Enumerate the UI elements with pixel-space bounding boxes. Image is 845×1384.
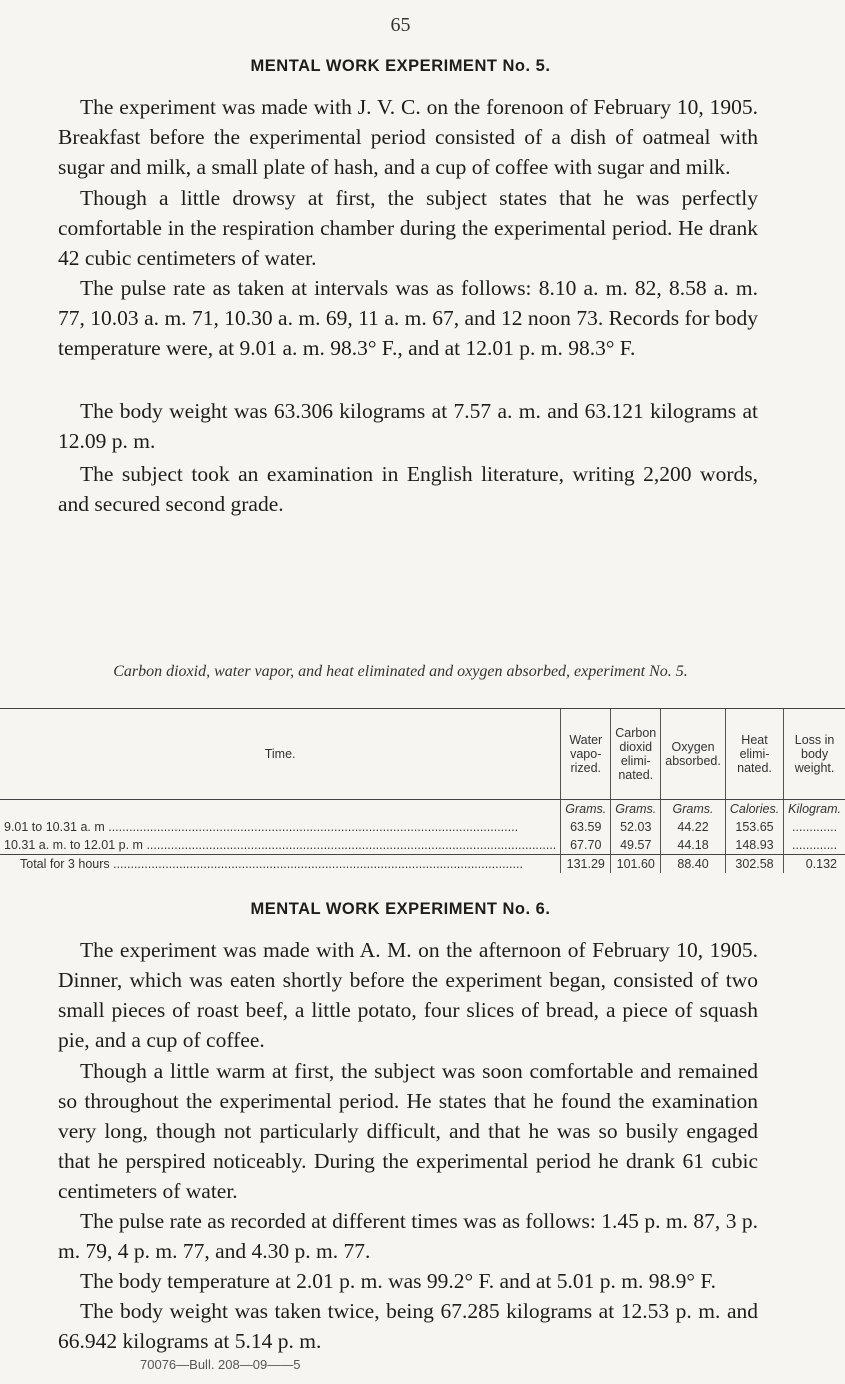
row-time: 9.01 to 10.31 a. m ..... xyxy=(0,818,561,836)
table-units-row xyxy=(0,800,845,819)
total-heat: 302.58 xyxy=(725,855,783,874)
total-oxygen: 88.40 xyxy=(661,855,726,874)
unit-heat: Calories. xyxy=(725,800,783,819)
table-caption: Carbon dioxid, water vapor, and heat eliminated and oxygen absorbed, experiment No. 5. xyxy=(113,663,688,680)
exp5-paragraph-4: The body weight was 63.306 kilograms at 7.57 a. m. and 63.121 kilograms at 12.09 p. m. xyxy=(58,399,758,453)
exp5-paragraph-2: Though a little drowsy at first, the subject states that he was perfectly comfortable in the respiration chamber during the experimental period. He drank 42 cubic centimeters of water. xyxy=(58,186,758,270)
exp5-paragraph-5: The subject took an examination in English literature, writing 2,200 words, and secured second grade. xyxy=(58,462,758,516)
total-water: 131.29 xyxy=(561,855,611,874)
experiment-6-heading: MENTAL WORK EXPERIMENT No. 6. xyxy=(250,900,551,918)
row-loss: ............. xyxy=(784,818,845,836)
exp6-paragraph-2: Though a little warm at first, the subject was soon comfortable and remained so throughout the experimental period. He states that he found the examination very long, though not particularly difficult, and that he was so busily engaged that he perspired noticeably. During the experimental period he drank 61 cubic centimeters of water. xyxy=(58,1059,758,1203)
total-co2: 101.60 xyxy=(611,855,661,874)
exp6-paragraph-3: The pulse rate as recorded at different times was as follows: 1.45 p. m. 87, 3 p. m. 79, 4 p. m. 77, and 4.30 p. m. 77. xyxy=(58,1209,758,1263)
header-loss-body-weight: Loss in body weight. xyxy=(784,709,845,800)
total-label: Total for 3 hours ..... xyxy=(0,855,561,874)
exp6-paragraph-5: The body weight was taken twice, being 67.285 kilograms at 12.53 p. m. and 66.942 kilograms at 5.14 p. m. xyxy=(58,1299,758,1353)
header-water-vapor: Water vapo-rized. xyxy=(561,709,611,800)
unit-oxygen: Grams. xyxy=(661,800,726,819)
exp5-paragraph-3: The pulse rate as taken at intervals was as follows: 8.10 a. m. 82, 8.58 a. m. 77, 10.03 a. m. 71, 10.30 a. m. 69, 11 a. m. 67, and 12 noon 73. Records for body temperature were, at 9.01 a. m. 98.3° F., and at 12.01 p. m. 98.3° F. xyxy=(58,276,758,360)
footer-signature: 70076—Bull. 208—09——5 xyxy=(140,1357,301,1372)
unit-co2: Grams. xyxy=(611,800,661,819)
table-row xyxy=(0,836,845,855)
row-water: 63.59 xyxy=(561,818,611,836)
table-header-row xyxy=(0,709,845,800)
unit-water: Grams. xyxy=(561,800,611,819)
table-total-row xyxy=(0,855,845,874)
experiment-5-heading: MENTAL WORK EXPERIMENT No. 5. xyxy=(250,57,551,75)
row-co2: 52.03 xyxy=(611,818,661,836)
exp6-paragraph-4: The body temperature at 2.01 p. m. was 99.2° F. and at 5.01 p. m. 98.9° F. xyxy=(80,1269,716,1293)
exp5-paragraph-1: The experiment was made with J. V. C. on the forenoon of February 10, 1905. Breakfast before the experimental period consisted of a dish of oatmeal with sugar and milk, a small plate of hash, and a cup of coffee with sugar and milk. xyxy=(58,95,758,179)
header-time: Time. xyxy=(0,709,561,800)
exp6-paragraph-1: The experiment was made with A. M. on the afternoon of February 10, 1905. Dinner, which was eaten shortly before the experiment began, consisted of two small pieces of roast beef, a little potato, four slices of bread, a piece of squash pie, and a cup of coffee. xyxy=(58,938,758,1052)
row-time: 10.31 a. m. to 12.01 p. m ..... xyxy=(0,836,561,855)
page-number: 65 xyxy=(390,14,411,36)
total-loss: 0.132 xyxy=(784,855,845,874)
header-carbon-dioxid: Carbon dioxid elimi-nated. xyxy=(611,709,661,800)
row-co2: 49.57 xyxy=(611,836,661,855)
row-heat: 148.93 xyxy=(725,836,783,855)
header-oxygen: Oxygen absorbed. xyxy=(661,709,726,800)
unit-loss: Kilogram. xyxy=(784,800,845,819)
header-heat: Heat elimi-nated. xyxy=(725,709,783,800)
table-row xyxy=(0,818,845,836)
experiment-5-table xyxy=(0,708,845,873)
row-water: 67.70 xyxy=(561,836,611,855)
row-oxygen: 44.22 xyxy=(661,818,726,836)
row-oxygen: 44.18 xyxy=(661,836,726,855)
row-loss: ............. xyxy=(784,836,845,855)
row-heat: 153.65 xyxy=(725,818,783,836)
